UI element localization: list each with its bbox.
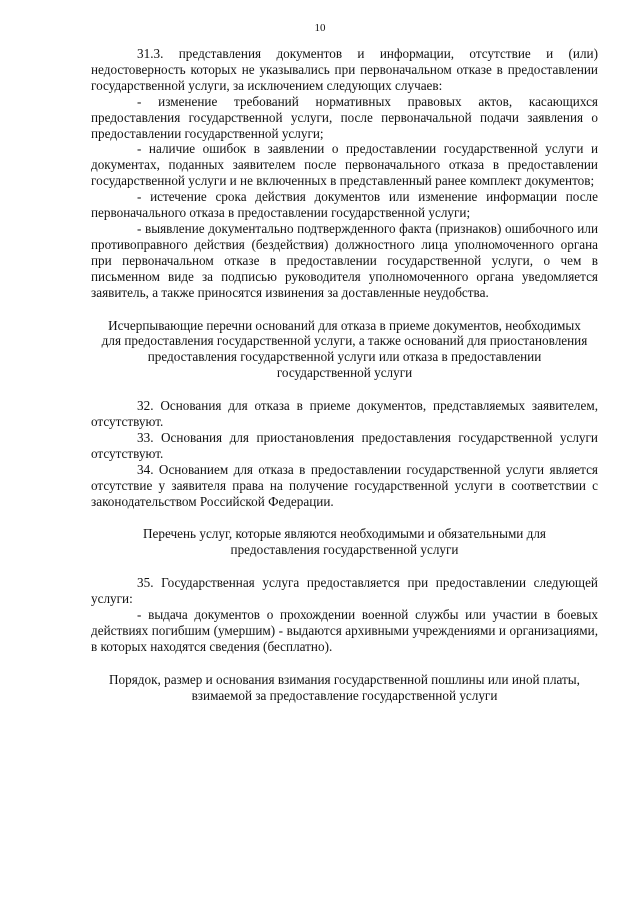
list-item: - наличие ошибок в заявлении о предоставлении государственной услуги и документах, поданных заявителем после первоначального отказа в предоставлении государственной услуги и не включенных в представленный ранее комплект документов; [91, 141, 598, 189]
paragraph-31-3: 31.3. представления документов и информации, отсутствие и (или) недостоверность которых не указывались при первоначальном отказе в предоставлении государственной услуги, за исключением следующих случаев: [91, 46, 598, 93]
paragraph-35: 35. Государственная услуга предоставляется при предоставлении следующей услуги: [91, 575, 598, 607]
document-body [91, 46, 598, 704]
section-heading: Порядок, размер и основания взимания государственной пошлины или иной платы, взимаемой за предоставление государственной услуги [109, 671, 580, 703]
section-heading: Перечень услуг, которые являются необходимыми и обязательными для предоставления государственной услуги [143, 526, 546, 558]
list-item: - истечение срока действия документов или изменение информации после первоначального отказа в предоставлении государственной услуги; [91, 189, 598, 221]
page-number: 10 [314, 22, 326, 34]
list-item: - изменение требований нормативных правовых актов, касающихся предоставления государственной услуги, после первоначальной подачи заявления о предоставлении государственной услуги; [91, 93, 598, 141]
paragraph-34: 34. Основанием для отказа в предоставлении государственной услуги является отсутствие у заявителя права на получение государственной услуги в соответствии с законодательством Российской Федерации. [91, 461, 598, 509]
paragraph-33: 33. Основания для приостановления предоставления государственной услуги отсутствуют. [91, 429, 598, 461]
list-item: - выявление документально подтвержденного факта (признаков) ошибочного или противоправного действия (бездействия) должностного лица уполномоченного органа при первоначальном отказе в предоставлении государственной услуги, о чем в письменном виде за подписью руководителя уполномоченного органа уведомляется заявитель, а также приносятся извинения за доставленные неудобства. [91, 220, 598, 300]
list-item: - выдача документов о прохождении военной службы или участии в боевых действиях погибшим (умершим) - выдаются архивными учреждениями и организациями, в которых находятся сведения (бесплатно). [91, 607, 598, 654]
section-heading: Исчерпывающие перечни оснований для отказа в приеме документов, необходимых для предоставления государственной услуги, а также оснований для приостановления предоставления государственной услуги или отказа в предоставлении государственной услуги [101, 317, 588, 381]
paragraph-32: 32. Основания для отказа в приеме документов, представляемых заявителем, отсутствуют. [91, 398, 598, 430]
